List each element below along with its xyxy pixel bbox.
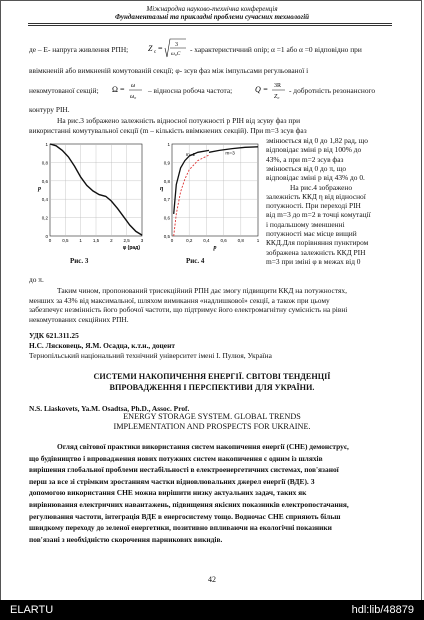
formula-line-4: контуру РІН. [29,105,70,114]
text-line: На рис.4 зображено [290,182,353,192]
conference-title: Фундаментальні та прикладні проблеми сучасних технологій [114,13,310,21]
text-line: залежність ККД η від відносної [266,191,366,201]
side-text-tail: до π. [29,275,44,284]
fig4-xtick: 0,8 [237,238,244,243]
omega-formula [112,78,146,104]
fig3-xtick: 3 [140,238,144,243]
svg-text:Q =: Q = [255,85,269,94]
text-line: ККД.Для порівняння пунктиром [266,238,369,248]
fig4-xtick: 0 [170,238,174,243]
fig4-ytick: 0,6 [163,215,170,221]
svg-text:ω₀C: ω₀C [171,51,181,57]
text-line: зображена залежність ККД РІН [266,247,366,257]
text-line: регулювання частоти, інтеграція ВДЕ в енергосистему тощо. Водночас СНЕ сприяють більш [29,511,341,521]
authors-uk: Н.С. Лясковець, Я.М. Осадца, к.т.н., доцент [29,341,175,350]
fig3-xtick: 0 [48,238,52,243]
formula-line-3a: некомутованої секцій; [29,86,99,95]
authors-en: N.S. Liaskovets, Ya.M. Osadtsa, Ph.D., Assoc. Prof. [29,404,190,413]
fig3-ytick: 0,8 [41,160,48,166]
text-line: вирівнювання електричних навантажень, підвищення якісних показників електропостачання, [29,500,349,509]
fig4-xtick: 1 [256,238,260,243]
fig3-ytick: 1 [45,142,48,147]
fig4-xtick: 0,6 [220,238,227,243]
fig3-ylabel: p [38,186,41,192]
fig3-ytick: 0,4 [41,197,48,203]
figure-4 [158,138,264,268]
fig4-ytick: 0,9 [163,160,170,166]
svg-text:=: = [158,44,163,53]
fig4-ylabel: η [160,186,164,192]
text-line: Таким чином, пропонований трисекційний РПН дає змогу підвищити ККД на потужностях, [57,286,347,295]
fig4-ytick: 0,7 [163,197,170,203]
fig3-xtick: 1,5 [92,238,100,243]
svg-text:Z: Z [148,44,153,53]
para1-line-1: На рис.3 зображено залежність відносної потужності p РІН від зсуву фаз при [57,116,301,125]
text-line: m=3 при зміні φ в межах від 0 [266,256,361,266]
svg-text:ω: ω [131,83,136,89]
footer-left: ELARTU [10,604,54,616]
formula-line-3c: - добротність резонансного [289,86,376,95]
fig4-label-m2: m=2 [185,153,196,159]
title-en-2: IMPLEMENTATION AND PROSPECTS FOR UKRAINE. [113,422,311,431]
fig4-xtick: 0,2 [186,238,193,243]
text-line: і подальшому зменшенні [266,219,345,229]
svg-text:Z₀: Z₀ [274,94,280,100]
text-line: змінюється від 0 до π, що [266,163,347,173]
header-rule-2 [28,25,392,26]
text-line: потужності. При переході РІН [266,201,361,211]
title-uk-1: СИСТЕМИ НАКОПИЧЕННЯ ЕНЕРГІЇ. СВІТОВІ ТЕНДЕНЦІЇ [93,372,331,381]
text-line: пов'язані з необхідністю скорочення парникових викидів. [29,534,223,544]
fig3-xtick: 2,5 [123,238,130,243]
fig4-curve-m2 [174,150,209,214]
fig4-ytick: 0,5 [163,234,170,239]
text-line: вирішення глобальної проблеми нестабільності в електроенергетичних системах, пов'язаної [29,465,339,475]
q-formula [255,78,287,104]
formula-line-1b: - характеристичний опір; α =1 або α =0 відповідно при [190,45,362,54]
udk-code: УДК 621.311.25 [29,331,79,340]
fig3-xtick: 1 [79,238,82,243]
svg-text:3R: 3R [274,83,282,89]
text-line: від m=3 до m=2 в точці комутації [266,210,371,220]
para1-line-2: використанні комутувальної секції (m – кількість ввімкнених секцій). При m=3 зсув фаз [29,126,307,135]
text-line: потужності має місце вищий [266,229,357,238]
fig4-xtick: 0,4 [203,238,210,243]
fig4-xlabel: p [213,245,217,251]
fig3-xtick: 2 [110,238,113,243]
footer-bar [0,600,424,620]
text-line: забезпечує незмінність його робочої частоти, що підтримує його електромагнітну сумісність на рівні [29,305,348,314]
z-formula [148,35,188,61]
fig3-ytick: 0 [45,234,48,239]
fig3-ytick: 0,2 [41,215,48,221]
fig4-label-m3: m=3 [225,151,235,157]
text-line: що будівництво і впровадження нових потужних систем накопичення є одним із шляхів [29,453,323,463]
footer-right: hdl:lib/48879 [351,604,414,616]
fig4-caption: Рис. 4 [186,257,205,265]
text-line: 43%, а при m=2 зсув фаз [266,154,344,164]
text-line: Огляд світової практики використання систем накопичення енергії (СНЕ) демонструє, [57,442,349,451]
figure-3 [34,138,152,268]
conference-header: Міжнародна науково-технічна конференція [146,5,278,13]
fig3-xlabel: φ (рад) [122,245,140,251]
header-rule [28,23,392,24]
text-line: некомутованих секційних РПН. [29,314,129,324]
text-line: швидкому переходу до зеленої енергетики, позитивно впливаючи на екологічні показники [29,523,332,533]
text-line: перш за все зі стрімким зростанням частки відновлювальних джерел енергії (ВДЕ). З [29,476,315,486]
text-line: відповідає зміні p від 100% до [266,145,362,155]
fig3-xtick: 0,5 [62,238,69,243]
fig3-caption: Рис. 3 [70,257,89,265]
fig4-ytick: 0,8 [163,178,170,184]
svg-text:ω₀: ω₀ [130,94,137,100]
formula-line-2: ввімкненій або вимкненій комутованій секції; φ- зсув фаз між імпульсами регульованої і [29,66,309,75]
formula-line-1a: де – E- напруга живлення РПН; [29,45,129,54]
svg-text:Ω =: Ω = [112,85,125,94]
fig4-ytick: 1 [167,142,170,147]
affiliation: Тернопільський національний технічний університет імені І. Пулюя, Україна [29,351,272,360]
title-en-1: ENERGY STORAGE SYSTEM. GLOBAL TRENDS [123,412,301,421]
svg-text:c: c [154,50,157,55]
fig3-ytick: 0,6 [41,178,48,184]
text-line: допомогою використання СНЕ можна вирішити низку актуальних задач, таких як [29,488,307,498]
text-line: змінюється від 0 до 1,82 рад, що [266,136,368,145]
fig4-dashed-curve [174,155,209,236]
title-uk-2: ВПРОВАДЖЕННЯ І ПЕРСПЕКТИВИ ДЛЯ УКРАЇНИ. [109,383,315,392]
text-line: відповідає зміні p від 43% до 0. [266,173,365,183]
text-line: менших за 43% від максимальної, шляхом вимикання «надлишкової» секції, а також при цьому [29,295,330,305]
svg-text:3: 3 [175,42,178,48]
page-number: 42 [208,575,216,584]
formula-line-3b: – відносна робоча частота; [148,86,233,95]
